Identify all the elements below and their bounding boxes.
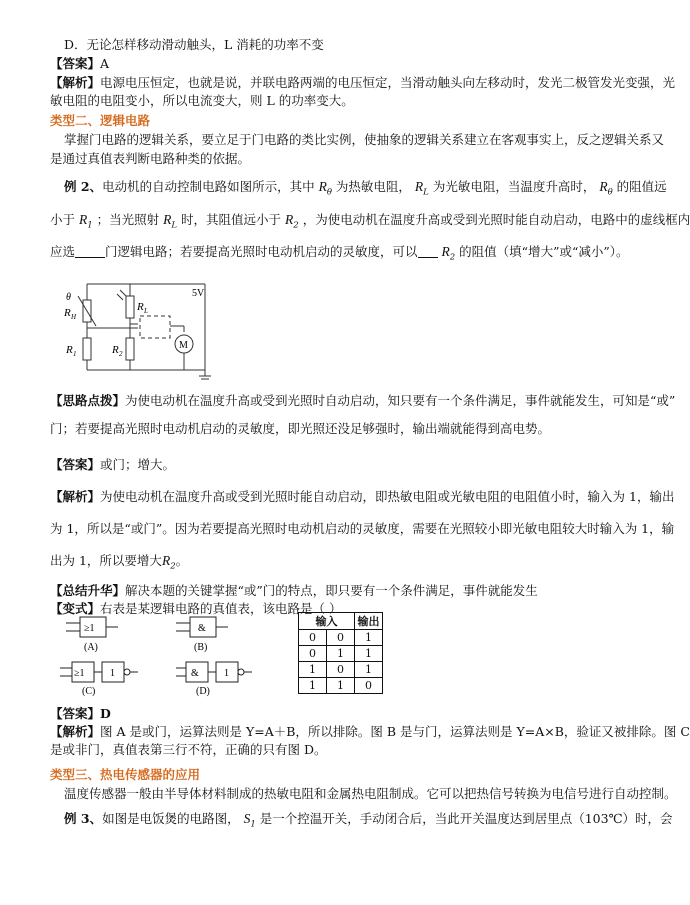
example-3-line1: 例 3、如图是电饭煲的电路图， $S_1$ 是一个控温开关，手动闭合后，当此开关温度达到居里点（103℃）时，会 [64, 811, 673, 830]
r1-sub: 1 [73, 350, 77, 358]
answer-blank-2 [418, 245, 438, 258]
table-row: 0 1 1 [299, 646, 383, 662]
r1-label: R [66, 344, 73, 356]
answer-3: 【答案】D [50, 706, 111, 721]
option-d: D．无论怎样移动滑动触头，L 消耗的功率不变 [64, 37, 324, 52]
section-title-type2: 类型二、逻辑电路 [50, 113, 151, 128]
explanation-3-line1: 【解析】图 A 是或门，运算法则是 Y=A＋B，所以排除。图 B 是与门，运算法则是 Y=A×B，验证又被排除。图 C [50, 724, 690, 739]
answer-2: 【答案】或门；增大。 [50, 457, 176, 472]
header-output: 输出 [355, 613, 383, 630]
gate-c-label: (C) [82, 686, 96, 697]
motor-control-circuit-diagram [60, 276, 230, 382]
truth-table [298, 612, 383, 694]
example-2-line2: 小于 $R_1$ ；当光照射 $R_L$ 时，其阻值远小于 $R_2$ ，为使电动机在温度升高或受到光照时能自动启动，电路中的虚线框内 [50, 212, 690, 231]
table-row: 0 0 1 [299, 630, 383, 646]
gate-d-symbol1: & [191, 668, 199, 679]
gate-a-label: (A) [84, 642, 98, 653]
gate-c-symbol2: 1 [110, 668, 115, 679]
example-2-line3: 应选 门逻辑电路；若要提高光照时电动机启动的灵敏度，可以 $R_2$ 的阻值（填“增大”或“减小”）。 [50, 244, 629, 263]
gate-b-symbol: & [198, 623, 206, 634]
logic-gate-options [60, 612, 290, 708]
voltage-label: 5V [192, 288, 205, 299]
type2-intro-line1: 掌握门电路的逻辑关系，要立足于门电路的类比实例，使抽象的逻辑关系建立在客观事实上，反之逻辑关系又 [64, 132, 665, 147]
rl-sub: L [144, 307, 148, 315]
explanation-3-line2: 是或非门，真值表第三行不符，正确的只有图 D。 [50, 742, 327, 757]
explanation-2-line3: 出为 1，所以要增大$R_2$。 [50, 553, 189, 572]
r2-sub: 2 [119, 350, 123, 358]
r2-label: R [112, 344, 119, 356]
explanation-2-line2: 为 1，所以是“或门”。因为若要提高光照时电动机启动的灵敏度，需要在光照较小即光敏电阻较大时输入为 1，输 [50, 521, 675, 536]
truth-table-header [299, 613, 383, 630]
explanation-1-line2: 敏电阻的电阻变小，所以电流变大，则 L 的功率变大。 [50, 93, 354, 108]
gate-b-label: (B) [194, 642, 208, 653]
hint-line1: 【思路点拨】为使电动机在温度升高或受到光照时自动启动，知只要有一个条件满足，事件就能发生，可知是“或” [50, 393, 676, 408]
table-row: 1 0 1 [299, 662, 383, 678]
gate-d-symbol2: 1 [224, 668, 229, 679]
motor-label: M [179, 340, 188, 351]
section-title-type3: 类型三、热电传感器的应用 [50, 767, 201, 782]
gate-a-symbol: ≥1 [84, 623, 95, 634]
type3-intro: 温度传感器一般由半导体材料制成的热敏电阻和金属热电阻制成。它可以把热信号转换为电信号进行自动控制。 [64, 786, 677, 801]
rh-label: R [64, 307, 71, 319]
rh-sub: H [71, 313, 77, 321]
variant-question: 【变式】右表是某逻辑电路的真值表，该电路是（ ） [50, 601, 342, 616]
explanation-1-line1: 【解析】电源电压恒定，也就是说，并联电路两端的电压恒定，当滑动触头向左移动时，发光二极管发光变强，光 [50, 75, 676, 90]
theta-label: θ [66, 292, 71, 303]
summary: 【总结升华】解决本题的关键掌握“或”门的特点，即只要有一个条件满足，事件就能发生 [50, 583, 538, 598]
header-input: 输入 [299, 613, 355, 630]
hint-line2: 门；若要提高光照时电动机启动的灵敏度，即光照还没足够强时，输出端就能得到高电势。 [50, 421, 551, 436]
example-2-line1: 例 2、电动机的自动控制电路如图所示，其中 $R_\theta$ 为热敏电阻， $R_L$ 为光敏电阻，当温度升高时， $R_\theta$ 的阻值远 [64, 179, 667, 198]
answer-blank-1 [75, 245, 105, 258]
answer-1: 【答案】A [50, 56, 110, 71]
table-row: 1 1 0 [299, 678, 383, 694]
type2-intro-line2: 是通过真值表判断电路种类的依据。 [50, 151, 251, 166]
explanation-2-line1: 【解析】为使电动机在温度升高或受到光照时能自动启动，即热敏电阻或光敏电阻的电阻值小时，输入为 1，输出 [50, 489, 675, 504]
rl-label: R [137, 301, 144, 313]
gate-c-symbol1: ≥1 [74, 668, 85, 679]
gate-d-label: (D) [196, 686, 210, 697]
